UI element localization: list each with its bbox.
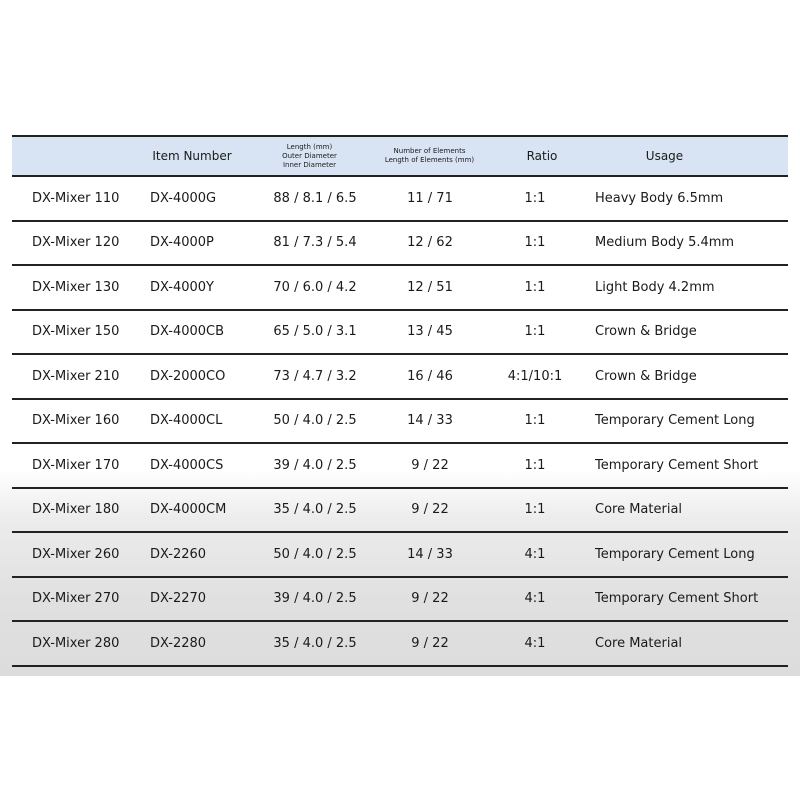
ratio-value: 1:1	[524, 324, 546, 340]
usage-value: Heavy Body 6.5mm	[595, 190, 724, 206]
item-number: DX-4000G	[150, 190, 217, 206]
length-value: 35 / 4.0 / 2.5	[273, 502, 357, 518]
length-value: 50 / 4.0 / 2.5	[273, 546, 357, 562]
header-elements-line2: Length of Elements (mm)	[384, 156, 475, 164]
usage-value: Temporary Cement Short	[595, 591, 759, 607]
length-value: 88 / 8.1 / 6.5	[273, 190, 357, 206]
mixer-name: DX-Mixer 260	[32, 546, 120, 562]
ratio-value: 4:1/10:1	[507, 368, 563, 384]
header-length-line3: Inner Diameter	[282, 160, 337, 169]
table-header	[12, 135, 788, 177]
mixer-name: DX-Mixer 210	[32, 368, 120, 384]
item-number: DX-4000CB	[150, 324, 225, 340]
mixer-name: DX-Mixer 160	[32, 413, 120, 429]
mixer-name: DX-Mixer 180	[32, 502, 120, 518]
header-length	[262, 137, 357, 175]
header-length-line2: Outer Diameter	[282, 151, 337, 160]
elements-value: 9 / 22	[411, 457, 449, 473]
table-row	[12, 355, 788, 400]
item-number: DX-4000Y	[150, 279, 214, 295]
header-elements-line1: Number of Elements	[393, 147, 466, 155]
item-number: DX-2000CO	[150, 368, 226, 384]
item-number: DX-2280	[150, 635, 207, 651]
length-value: 70 / 6.0 / 4.2	[273, 279, 357, 295]
usage-value: Crown & Bridge	[595, 324, 697, 340]
usage-value: Core Material	[595, 502, 683, 518]
elements-value: 9 / 22	[411, 635, 449, 651]
table-row	[12, 622, 788, 667]
ratio-value: 1:1	[524, 279, 546, 295]
mixer-name: DX-Mixer 150	[32, 324, 120, 340]
elements-value: 12 / 62	[407, 235, 453, 251]
ratio-value: 4:1	[524, 546, 546, 562]
mixer-name: DX-Mixer 110	[32, 190, 120, 206]
item-number: DX-2270	[150, 591, 207, 607]
length-value: 73 / 4.7 / 3.2	[273, 368, 357, 384]
header-elements	[367, 137, 492, 175]
header-length-line1: Length (mm)	[286, 142, 333, 151]
header-item-number: Item Number	[152, 149, 232, 163]
usage-value: Light Body 4.2mm	[595, 279, 715, 295]
elements-value: 9 / 22	[411, 502, 449, 518]
table-row	[12, 578, 788, 623]
length-value: 39 / 4.0 / 2.5	[273, 457, 357, 473]
ratio-value: 4:1	[524, 591, 546, 607]
usage-value: Temporary Cement Long	[595, 413, 755, 429]
ratio-value: 1:1	[524, 457, 546, 473]
elements-value: 16 / 46	[407, 368, 453, 384]
item-number: DX-4000CM	[150, 502, 227, 518]
ratio-value: 1:1	[524, 190, 546, 206]
mixer-name: DX-Mixer 120	[32, 235, 120, 251]
item-number: DX-2260	[150, 546, 207, 562]
table-row	[12, 400, 788, 445]
table-row	[12, 444, 788, 489]
length-value: 50 / 4.0 / 2.5	[273, 413, 357, 429]
header-ratio: Ratio	[526, 149, 558, 163]
elements-value: 12 / 51	[407, 279, 453, 295]
elements-value: 9 / 22	[411, 591, 449, 607]
length-value: 35 / 4.0 / 2.5	[273, 635, 357, 651]
table-row	[12, 489, 788, 534]
length-value: 65 / 5.0 / 3.1	[273, 324, 357, 340]
usage-value: Crown & Bridge	[595, 368, 697, 384]
length-value: 81 / 7.3 / 5.4	[273, 235, 357, 251]
item-number: DX-4000CS	[150, 457, 224, 473]
mixer-name: DX-Mixer 280	[32, 635, 120, 651]
usage-value: Core Material	[595, 635, 683, 651]
mixer-name: DX-Mixer 270	[32, 591, 120, 607]
length-value: 39 / 4.0 / 2.5	[273, 591, 357, 607]
usage-value: Temporary Cement Long	[595, 546, 755, 562]
mixer-name: DX-Mixer 170	[32, 457, 120, 473]
item-number: DX-4000CL	[150, 413, 223, 429]
table-row	[12, 311, 788, 356]
elements-value: 14 / 33	[407, 546, 453, 562]
table-row	[12, 222, 788, 267]
usage-value: Temporary Cement Short	[595, 457, 759, 473]
elements-value: 11 / 71	[407, 190, 453, 206]
mixer-name: DX-Mixer 130	[32, 279, 120, 295]
ratio-value: 1:1	[524, 413, 546, 429]
header-usage: Usage	[645, 149, 684, 163]
elements-value: 14 / 33	[407, 413, 453, 429]
ratio-value: 4:1	[524, 635, 546, 651]
ratio-value: 1:1	[524, 235, 546, 251]
item-number: DX-4000P	[150, 235, 214, 251]
product-table	[12, 135, 788, 667]
elements-value: 13 / 45	[407, 324, 453, 340]
usage-value: Medium Body 5.4mm	[595, 235, 735, 251]
table-row	[12, 177, 788, 222]
table-row	[12, 533, 788, 578]
table-row	[12, 266, 788, 311]
ratio-value: 1:1	[524, 502, 546, 518]
